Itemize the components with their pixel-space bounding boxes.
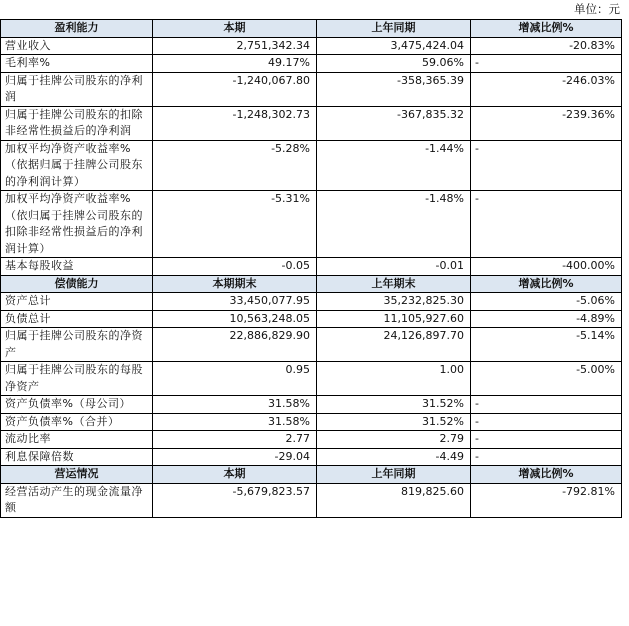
financial-summary-table bbox=[0, 19, 622, 518]
change-percent: -5.06% bbox=[471, 293, 622, 311]
table-row bbox=[1, 72, 622, 106]
header-cell: 增减比例% bbox=[471, 275, 622, 293]
row-label: 经营活动产生的现金流量净额 bbox=[1, 483, 153, 517]
prior-value: 31.52% bbox=[317, 396, 471, 414]
change-percent: -5.00% bbox=[471, 362, 622, 396]
table-row bbox=[1, 258, 622, 276]
current-value: -29.04 bbox=[153, 448, 317, 466]
table-row bbox=[1, 106, 622, 140]
unit-label: 单位：元 bbox=[574, 2, 620, 16]
current-value: 31.58% bbox=[153, 413, 317, 431]
row-label: 流动比率 bbox=[1, 431, 153, 449]
current-value: -5,679,823.57 bbox=[153, 483, 317, 517]
table-row bbox=[1, 483, 622, 517]
current-value: 33,450,077.95 bbox=[153, 293, 317, 311]
prior-value: 31.52% bbox=[317, 413, 471, 431]
row-label: 利息保障倍数 bbox=[1, 448, 153, 466]
row-label: 加权平均净资产收益率%（依归属于挂牌公司股东的扣除非经常性损益后的净利润计算） bbox=[1, 191, 153, 258]
current-value: 22,886,829.90 bbox=[153, 328, 317, 362]
change-percent: -400.00% bbox=[471, 258, 622, 276]
row-label: 负债总计 bbox=[1, 310, 153, 328]
prior-value: 2.79 bbox=[317, 431, 471, 449]
table-row bbox=[1, 413, 622, 431]
row-label: 资产负债率%（合并） bbox=[1, 413, 153, 431]
prior-value: -358,365.39 bbox=[317, 72, 471, 106]
current-value: 10,563,248.05 bbox=[153, 310, 317, 328]
table-row bbox=[1, 328, 622, 362]
change-percent: - bbox=[471, 140, 622, 191]
prior-value: 819,825.60 bbox=[317, 483, 471, 517]
table-row bbox=[1, 293, 622, 311]
change-percent: -5.14% bbox=[471, 328, 622, 362]
change-percent: - bbox=[471, 191, 622, 258]
section-header-operations bbox=[1, 466, 622, 484]
header-cell: 本期 bbox=[153, 20, 317, 38]
row-label: 归属于挂牌公司股东的净资产 bbox=[1, 328, 153, 362]
row-label: 归属于挂牌公司股东的扣除非经常性损益后的净利润 bbox=[1, 106, 153, 140]
table-row bbox=[1, 37, 622, 55]
change-percent: -792.81% bbox=[471, 483, 622, 517]
current-value: 2,751,342.34 bbox=[153, 37, 317, 55]
change-percent: - bbox=[471, 448, 622, 466]
prior-value: -0.01 bbox=[317, 258, 471, 276]
row-label: 营业收入 bbox=[1, 37, 153, 55]
row-label: 毛利率% bbox=[1, 55, 153, 73]
row-label: 基本每股收益 bbox=[1, 258, 153, 276]
prior-value: 1.00 bbox=[317, 362, 471, 396]
prior-value: 59.06% bbox=[317, 55, 471, 73]
row-label: 资产负债率%（母公司） bbox=[1, 396, 153, 414]
prior-value: -1.44% bbox=[317, 140, 471, 191]
change-percent: - bbox=[471, 431, 622, 449]
header-cell: 增减比例% bbox=[471, 466, 622, 484]
table-row bbox=[1, 396, 622, 414]
table-row bbox=[1, 362, 622, 396]
table-row bbox=[1, 55, 622, 73]
prior-value: -1.48% bbox=[317, 191, 471, 258]
header-cell: 本期 bbox=[153, 466, 317, 484]
prior-value: 11,105,927.60 bbox=[317, 310, 471, 328]
header-cell: 上年同期 bbox=[317, 20, 471, 38]
current-value: -0.05 bbox=[153, 258, 317, 276]
current-value: 2.77 bbox=[153, 431, 317, 449]
prior-value: 35,232,825.30 bbox=[317, 293, 471, 311]
header-cell: 本期期末 bbox=[153, 275, 317, 293]
row-label: 归属于挂牌公司股东的每股净资产 bbox=[1, 362, 153, 396]
table-row bbox=[1, 191, 622, 258]
change-percent: - bbox=[471, 396, 622, 414]
change-percent: -239.36% bbox=[471, 106, 622, 140]
table-row bbox=[1, 431, 622, 449]
header-cell: 上年期末 bbox=[317, 275, 471, 293]
change-percent: - bbox=[471, 55, 622, 73]
row-label: 资产总计 bbox=[1, 293, 153, 311]
section-header-profitability bbox=[1, 20, 622, 38]
row-label: 归属于挂牌公司股东的净利润 bbox=[1, 72, 153, 106]
header-cell: 上年同期 bbox=[317, 466, 471, 484]
current-value: -5.28% bbox=[153, 140, 317, 191]
current-value: -5.31% bbox=[153, 191, 317, 258]
row-label: 加权平均净资产收益率%（依据归属于挂牌公司股东的净利润计算） bbox=[1, 140, 153, 191]
table-row bbox=[1, 310, 622, 328]
header-cell: 偿债能力 bbox=[1, 275, 153, 293]
change-percent: - bbox=[471, 413, 622, 431]
prior-value: -4.49 bbox=[317, 448, 471, 466]
header-cell: 增减比例% bbox=[471, 20, 622, 38]
header-cell: 盈利能力 bbox=[1, 20, 153, 38]
current-value: 31.58% bbox=[153, 396, 317, 414]
change-percent: -20.83% bbox=[471, 37, 622, 55]
prior-value: 3,475,424.04 bbox=[317, 37, 471, 55]
section-header-solvency bbox=[1, 275, 622, 293]
prior-value: -367,835.32 bbox=[317, 106, 471, 140]
current-value: 0.95 bbox=[153, 362, 317, 396]
header-cell: 营运情况 bbox=[1, 466, 153, 484]
table-row bbox=[1, 140, 622, 191]
change-percent: -4.89% bbox=[471, 310, 622, 328]
prior-value: 24,126,897.70 bbox=[317, 328, 471, 362]
current-value: -1,240,067.80 bbox=[153, 72, 317, 106]
change-percent: -246.03% bbox=[471, 72, 622, 106]
table-row bbox=[1, 448, 622, 466]
current-value: -1,248,302.73 bbox=[153, 106, 317, 140]
current-value: 49.17% bbox=[153, 55, 317, 73]
